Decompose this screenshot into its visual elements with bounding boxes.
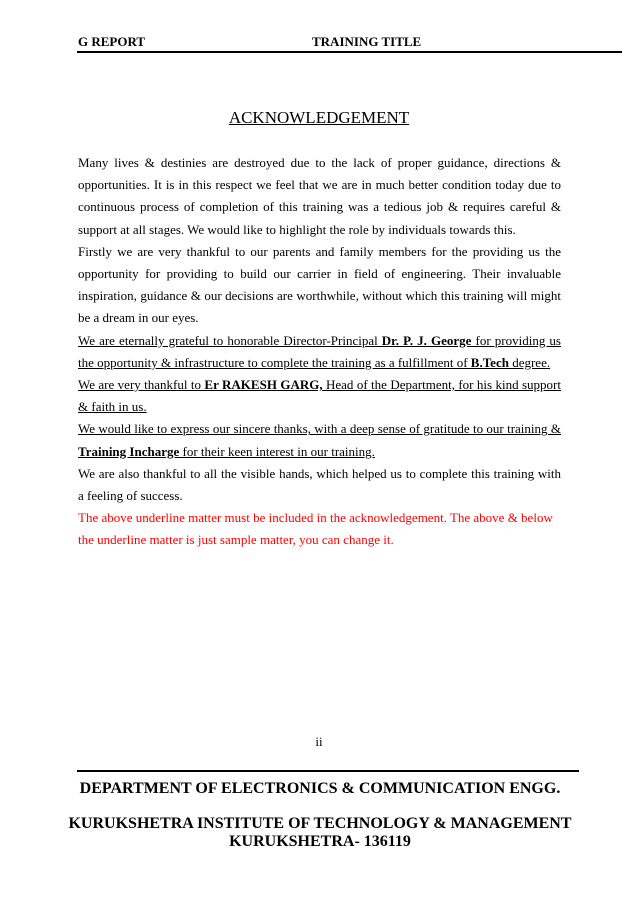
incharge-text-post: for their keen interest in our training.	[179, 443, 375, 459]
footer-institute-block	[0, 815, 638, 851]
paragraph-guidance: Many lives & destinies are destroyed due to the lack of proper guidance, directions & opportunities. It is in this respect we feel that we are in much better condition today due to continuous process of completion of this training was a tedious job & requires careful & support at all stages. We would like to highlight the role by individuals towards this.	[78, 155, 561, 237]
page-number: ii	[315, 734, 323, 749]
page-title: ACKNOWLEDGEMENT	[228, 108, 410, 127]
hod-text-post: Head of the Department, for his kind support & faith in us.	[78, 377, 562, 415]
director-text-post: degree.	[508, 354, 551, 370]
footer-department: DEPARTMENT OF ELECTRONICS & COMMUNICATION ENGG.	[79, 780, 561, 797]
paragraph-director	[78, 330, 561, 374]
paragraph-hod	[78, 374, 561, 418]
footer-location: KURUKSHETRA- 136119	[229, 833, 411, 850]
paragraph-parents: Firstly we are very thankful to our parents and family members for the providing us the opportunity for providing to build our carrier in field of engineering. Their invaluable inspiration, guidance & our decisions are worthwhile, without which this training will might be a dream in our eyes.	[78, 243, 561, 326]
director-text-pre: We are eternally grateful to honorable Director-Principal	[78, 332, 382, 348]
paragraph-visible-hands: We are also thankful to all the visible hands, which helped us to complete this training with a feeling of success.	[78, 465, 561, 504]
director-name: Dr. P. J. George	[381, 332, 472, 348]
header-divider	[77, 51, 622, 53]
footer-institute: KURUKSHETRA INSTITUTE OF TECHNOLOGY & MANAGEMENT	[68, 815, 572, 832]
hod-text-pre: We are very thankful to	[78, 377, 205, 393]
acknowledgement-body	[78, 152, 561, 552]
header-report-label: G REPORT	[78, 34, 146, 49]
footer-divider	[77, 770, 579, 772]
hod-name: Er RAKESH GARG,	[204, 377, 323, 393]
director-text-mid: for providing us the opportunity & infrastructure to complete the training as a fulfillment of	[78, 332, 561, 370]
header-training-title: TRAINING TITLE	[312, 34, 422, 49]
sample-note: The above underline matter must be included in the acknowledgement. The above & below the underline matter is just sample matter, you can change it.	[78, 510, 553, 548]
paragraph-incharge	[78, 418, 561, 462]
incharge-text-pre: We would like to express our sincere thanks, with a deep sense of gratitude to our training &	[78, 421, 561, 437]
incharge-role: Training Incharge	[78, 443, 180, 459]
degree-name: B.Tech	[470, 354, 509, 370]
